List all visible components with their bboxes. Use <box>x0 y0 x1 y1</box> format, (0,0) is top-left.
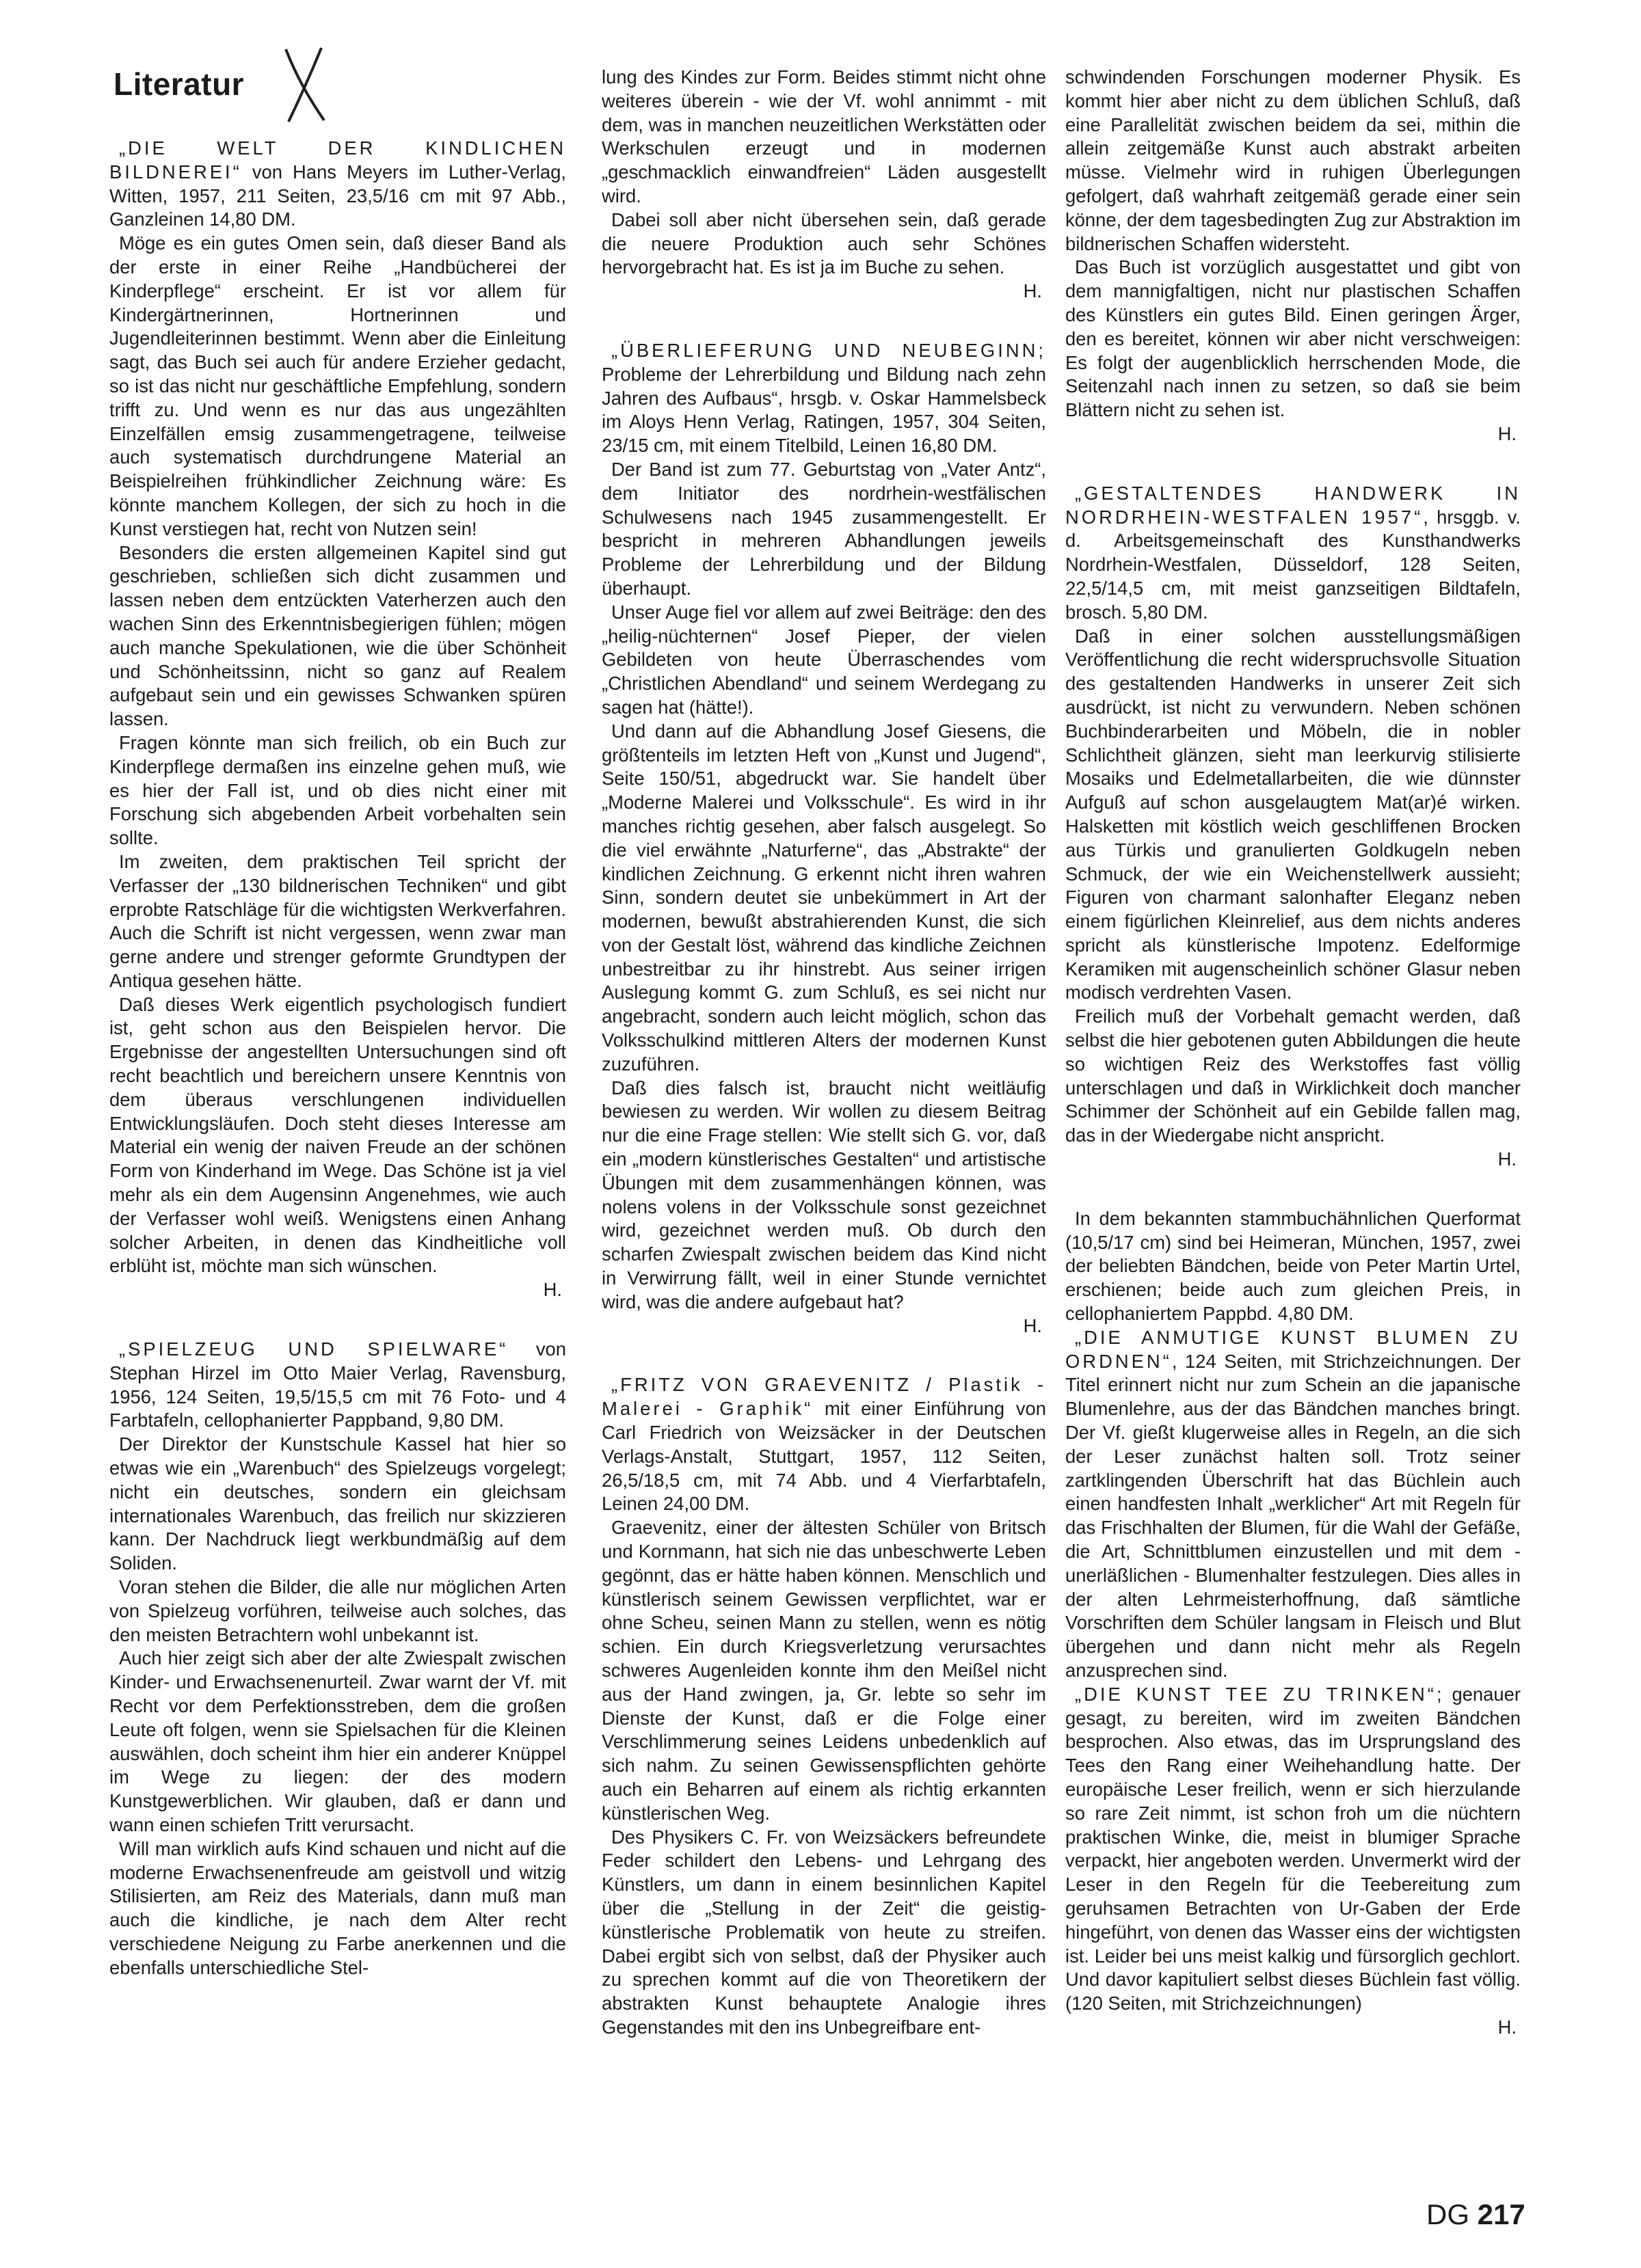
review-paragraph: Im zweiten, dem praktischen Teil spricht der Verfasser der „130 bildnerischen Techniken“ und gibt erprobte Ratschläge für die wichtigsten Werkverfahren. Auch die Schrift ist nicht vergessen, wenn zwar man gerne andere und strenger geformte Grundtypen der Antiqua gesehen hätte. <box>109 850 566 991</box>
column-1 <box>109 137 566 1980</box>
review-paragraph: In dem bekannten stammbuchähnlichen Querformat (10,5/17 cm) sind bei Heimeran, München, 1957, zwei der beliebten Bändchen, beide von Peter Martin Urtel, erschienen; beide auch zum gleichen Preis, in cellophaniertem Pappbd. 4,80 DM. <box>1065 1207 1521 1325</box>
review-bibliography: Probleme der Lehrerbildung und Bildung nach zehn Jahren des Aufbaus“, hrsgb. v. Oskar Hammelsbeck im Aloys Henn Verlag, Ratingen, 1957, 304 Seiten, 23/15 cm, mit einem Titelbild, Leinen 16,80 DM. <box>602 363 1046 457</box>
review-heading <box>1065 1683 1521 2016</box>
review-spielzeug-und-spielware <box>109 1338 566 1980</box>
review-bibliography: von Stephan Hirzel im Otto Maier Verlag, Ravensburg, 1956, 124 Seiten, 19,5/15,5 cm mit 76 Foto- und 4 Farbtafeln, cellophanierter Pappband, 9,80 DM. <box>109 1338 566 1431</box>
review-paragraph: Des Physikers C. Fr. von Weizsäckers befreundete Feder schildert den Lebens- und Lehrgang des Künstlers, um dann in einem besinnlichen Kapitel über die „Stellung in der Zeit“ die geistig-künstlerische Problematik von heute zu streifen. Dabei ergibt sich von selbst, daß der Physiker auch zu sprechen kommt auf die von Theoretikern der abstrakten Kunst behauptete Analogie ihres Gegenstandes mit den ins Unbegreifbare ent- <box>602 1826 1046 2038</box>
review-paragraph: Der Direktor der Kunstschule Kassel hat hier so etwas wie ein „Warenbuch“ des Spielzeugs vorgelegt; nicht ein deutsches, sondern ein gleichsam internationales Warenbuch, das freilich nur skizzieren kann. Der Nachdruck liegt werkbundmäßig auf dem Soliden. <box>109 1433 566 1574</box>
review-bibliography: von Hans Meyers im Luther-Verlag, Witten, 1957, 211 Seiten, 23,5/16 cm mit 97 Abb., Ganzleinen 14,80 DM. <box>109 161 566 230</box>
review-signature: H. <box>1023 1314 1042 1336</box>
review-continuation-graevenitz <box>1065 66 1521 446</box>
review-continuation-spielzeug <box>602 66 1046 303</box>
review-signature: H. <box>1497 422 1517 444</box>
review-paragraph: Dabei soll aber nicht übersehen sein, daß gerade die neuere Produktion auch sehr Schönes hervorgebracht hat. Es ist ja im Buche zu sehen. <box>602 208 1046 278</box>
journal-abbrev: DG <box>1426 2198 1469 2230</box>
review-paragraph: Daß dieses Werk eigentlich psychologisch fundiert ist, geht schon aus den Beispielen hervor. Die Ergebnisse der angestellten Untersuchungen sind oft recht beachtlich und bereichern unsere Kenntnis von dem überaus verschlungenen individuellen Entwicklungsläufen. Doch steht dieses Interesse am Material ein wenig der naiven Freude an der schönen Form von Kinderhand im Wege. Das Schöne ist ja viel mehr als ein dem Augensinn Angenehmes, wie auch der Verfasser wohl weiß. Wenigstens einen Anhang solcher Arbeiten, in denen das Kindheitliche voll erblüht ist, möchte man sich wünschen. <box>109 993 566 1277</box>
review-signature: H. <box>1497 1148 1517 1170</box>
review-bibliography: , 124 Seiten, mit Strichzeichnungen. Der Titel erinnert nicht nur zum Schein an die japanische Blumenlehre, aus der das Bändchen manches bringt. Der Vf. gießt klugerweise alles in Regeln, an die sich der Leser zunächst halten soll. Trotz seiner zartklingenden Überschrift hat das Büchlein auch einen handfesten Inhalt „werklicher“ Art mit Regeln für das Frischhalten der Blumen, für die Wahl der Gefäße, die Art, Schnittblumen einzustellen und mit dem - unerläßlichen - Blumenhalter festzulegen. Dies alles in der alten Lehrmeisterhoffnung, daß sämtliche Vorschriften dem Schüler langsam in Fleisch und Blut übergehen und dann nicht mehr als Regeln anzusprechen sind. <box>1065 1350 1521 1681</box>
handwritten-x-mark <box>279 44 334 126</box>
review-gestaltendes-handwerk <box>1065 482 1521 1172</box>
review-bibliography: ; genauer gesagt, zu bereiten, wird im zweiten Bändchen besprochen. Also etwas, das im Ursprungsland des Tees den Rang einer Weihehandlung hatte. Der europäische Leser freilich, wenn er sich hierzulande so rare Zeit nimmt, ist schon froh um die nüchtern praktischen Winke, die, meist in blumiger Sprache verpackt, hier angeboten werden. Unvermerkt wird der Leser in den Regeln für die Teebereitung zum geruhsamen Betrachten von Ur-Gaben der Erde hingeführt, von denen das Wasser eins der wichtigsten ist. Leider bei uns meist kalkig und fürsorglich gechlort. Und davor kapituliert selbst dieses Büchlein fast völlig. (120 Seiten, mit Strichzeichnungen) <box>1065 1683 1521 2014</box>
review-paragraph: lung des Kindes zur Form. Beides stimmt nicht ohne weiteres überein - wie der Vf. wohl annimmt - mit dem, was in manchen neuzeitlichen Werkstätten oder Werkschulen erzeugt und in modernen „geschmacklich einwandfreien“ Läden ausgestellt wird. <box>602 66 1046 206</box>
column-2 <box>602 66 1046 2040</box>
review-ueberlieferung-und-neubeginn <box>602 339 1046 1338</box>
review-title: „FRITZ VON GRAEVENITZ / Plastik - Malerei - Graphik“ <box>602 1374 1046 1420</box>
review-title: „DIE ANMUTIGE KUNST BLUMEN ZU ORDNEN“ <box>1065 1326 1521 1372</box>
page-footer <box>1426 2198 1525 2231</box>
column-3 <box>1065 66 1521 2040</box>
review-heading <box>1065 482 1521 625</box>
review-paragraph: schwindenden Forschungen moderner Physik. Es kommt hier aber nicht zu dem üblichen Schluß, daß eine Parallelität zwischen beidem da sei, mithin die allein zeitgemäße Kunst auch abstrakt arbeiten müsse. Vielmehr wird in ruhigen Überlegungen gefolgert, daß wahrhaft zeitgemäß gerade einer sein könne, der dem tagesbedingten Zug zur Abstraktion im bildnerischen Schaffen widersteht. <box>1065 66 1521 254</box>
review-paragraph: Graevenitz, einer der ältesten Schüler von Britsch und Kornmann, hat sich nie das unbeschwerte Leben gegönnt, das er hätte haben können. Menschlich und künstlerisch seinem Gewissen verpflichtet, war er ohne Scheu, seinen Mann zu stellen, wenn es nötig schien. Ein durch Kriegsverletzung verursachtes schweres Augenleiden konnte ihm den Meißel nicht aus der Hand zwingen, ja, Gr. lebte so sehr im Dienste der Kunst, daß er die Folge einer Verschlimmerung seines Leidens unbedenklich auf sich nahm. Zu seinen Gewissenspflichten gehörte auch ein Beharren auf einem als richtig erkannten künstlerischen Weg. <box>602 1517 1046 1824</box>
review-paragraph: Unser Auge fiel vor allem auf zwei Beiträge: den des „heilig-nüchternen“ Josef Pieper, der vielen Gebildeten von heute Überraschendes vom „Christlichen Abendland“ und seinem Werdegang zu sagen hat (hätte!). <box>602 601 1046 718</box>
review-paragraph: Voran stehen die Bilder, die alle nur möglichen Arten von Spielzeug vorführen, teilweise auch solches, das den meisten Betrachtern wohl unbekannt ist. <box>109 1576 566 1645</box>
review-paragraph: Freilich muß der Vorbehalt gemacht werden, daß selbst die hier gebotenen guten Abbildungen die heute so wichtigen Reiz des Werkstoffes fast völlig unterschlagen und daß in Wirklichkeit doch mancher Schimmer der Schönheit auf ein Gebilde fallen mag, das in der Wiedergabe nicht anspricht. <box>1065 1005 1521 1146</box>
review-paragraph: Der Band ist zum 77. Geburtstag von „Vater Antz“, dem Initiator des nordrhein-westfälischen Schulwesens nach 1945 zusammengestellt. Er bespricht in mehreren Abhandlungen jeweils Probleme der Lehrerbildung und der Bildung überhaupt. <box>602 458 1046 599</box>
review-paragraph: Möge es ein gutes Omen sein, daß dieser Band als der erste in einer Reihe „Handbücherei der Kinderpflege“ erscheint. Er ist vor allem für Kindergärtnerinnen, Hortnerinnen und Jugendleiterinnen bestimmt. Wenn aber die Einleitung sagt, das Buch sei auch für andere Erzieher gedacht, so ist das nicht nur geschäftliche Empfehlung, sondern trifft zu. Und wenn es nur das aus ungezählten Einzelfällen emsig zusammengetragene, teilweise auch systematisch durchdrungene Material an Beispielreihen frühkindlicher Zeichnung wäre: Es könnte manchem Kollegen, der sich zu hoch in die Kunst verstiegen hat, recht von Nutzen sein! <box>109 232 566 539</box>
review-fritz-von-graevenitz <box>602 1373 1046 2039</box>
review-paragraph: Daß dies falsch ist, braucht nicht weitläufig bewiesen zu werden. Wir wollen zu diesem Beitrag nur die eine Frage stellen: Wie stellt sich G. vor, daß ein „modern künstlerisches Gestalten“ und artistische Übungen mit dem zusammenhängen können, was nolens volens in der Volksschule sonst gezeichnet wird, gezeichnet werden muß. Ob durch den scharfen Zwiespalt zwischen beidem das Kind nicht in Verwirrung fällt, weil in einer Stunde vernichtet wird, was die andere aufgebaut hat? <box>602 1077 1046 1312</box>
review-paragraph: Daß in einer solchen ausstellungsmäßigen Veröffentlichung die recht widerspruchsvolle Situation des gestaltenden Handwerks in unserer Zeit sich ausdrückt, ist nicht zu verwundern. Neben schönen Buchbinderarbeiten und Möbeln, die in nobler Schlichtheit glänzen, sieht man leerkurvig stilisierte Mosaiks und Edelmetallarbeiten, die wie dünnster Aufguß auf schon ausgelaugtem Mat(ar)é wirken. Halsketten mit köstlich weich geschliffenen Brocken aus Türkis und granulierten Goldkugeln neben Schmuck, der wie ein Weichenstellwerk aussieht; Figuren von charmant salonhafter Eleganz neben einem figürlichen Kleinrelief, aus dem nichts anderes spricht als künstlerische Impotenz. Edelformige Keramiken mit augenscheinlich schöner Glasur neben modisch verdrehten Vasen. <box>1065 625 1521 1003</box>
review-paragraph: Und dann auf die Abhandlung Josef Giesens, die größtenteils im letzten Heft von „Kunst und Jugend“, Seite 150/51, abgedruckt war. Sie handelt über „Moderne Malerei und Volksschule“. Es wird in ihr manches richtig gesehen, aber falsch ausgelegt. So die viel erwähnte „Naturferne“, das „Abstrakte“ der kindlichen Zeichnung. G erkennt nicht ihren wahren Sinn, sondern deutet sie unbekümmert in Art der modernen, bewußt abstrahierenden Kunst, die sich von der Gestalt löst, während das kindliche Zeichnen unbestreitbar zu ihr hinstrebt. Aus seiner irrigen Auslegung kommt G. zum Schluß, es sei nicht nur angebracht, sondern auch leicht möglich, schon das Volksschulkind mittleren Alters der modernen Kunst zuzuführen. <box>602 720 1046 1075</box>
page-number: 217 <box>1477 2198 1525 2230</box>
review-bibliography: mit einer Einführung von Carl Friedrich von Weizsäcker in der Deutschen Verlags-Anstalt, Stuttgart, 1957, 112 Seiten, 26,5/18,5 cm, mit 74 Abb. und 4 Vierfarbtafeln, Leinen 24,00 DM. <box>602 1398 1046 1515</box>
review-paragraph: Besonders die ersten allgemeinen Kapitel sind gut geschrieben, schließen sich dicht zusammen und lassen neben dem entzückten Vaterherzen auch den wachen Sinn des Erkenntnisbegierigen fühlen; mögen auch manche Spekulationen, wie die über Schönheit und Schönheitssinn, nicht so ganz auf Realem aufgebaut sein und ein gewisses Schwanken spüren lassen. <box>109 541 566 730</box>
review-paragraph: Das Buch ist vorzüglich ausgestattet und gibt von dem mannigfaltigen, nicht nur plastischen Schaffen des Künstlers ein gutes Bild. Einen geringen Ärger, den es bereitet, können wir aber nicht verschweigen: Es folgt der augenblicklich herrschenden Mode, die Seitenzahl nach innen zu setzen, so daß sie beim Blättern nicht zu sehen ist. <box>1065 256 1521 421</box>
review-heading <box>602 1373 1046 1516</box>
review-paragraph: Auch hier zeigt sich aber der alte Zwiespalt zwischen Kinder- und Erwachsenenurteil. Zwar warnt der Vf. mit Recht vor dem Perfektionsstreben, dem die großen Leute oft folgen, wenn sie Spielsachen für die Kleinen auswählen, doch scheint ihm hier ein anderer Knüppel im Wege zu liegen: der des modern Kunstgewerblichen. Wir glauben, daß er dann und wann einen schiefen Tritt verursacht. <box>109 1647 566 1835</box>
review-bibliography: , hrsggb. v. d. Arbeitsgemeinschaft des Kunsthandwerks Nordrhein-Westfalen, Düsseldorf, 128 Seiten, 22,5/14,5 cm, mit meist ganzseitigen Bildtafeln, brosch. 5,80 DM. <box>1065 506 1521 623</box>
section-title: Literatur <box>114 66 245 102</box>
review-title: „SPIELZEUG UND SPIELWARE“ <box>119 1338 509 1360</box>
review-heimeran-baendchen <box>1065 1207 1521 2040</box>
review-heading <box>109 1338 566 1433</box>
review-title: „DIE KUNST TEE ZU TRINKEN“ <box>1075 1683 1437 1705</box>
review-paragraph: Will man wirklich aufs Kind schauen und nicht auf die moderne Erwachsenenfreude am geistvoll und witzig Stilisierten, am Reiz des Materials, dann muß man auch die kindliche, je nach dem Alter recht verschiedene Neigung zu Farbe anerkennen und die ebenfalls unterschiedliche Stel- <box>109 1837 566 1978</box>
review-signature: H. <box>1023 280 1042 302</box>
review-signature: H. <box>1497 2016 1517 2038</box>
review-paragraph: Fragen könnte man sich freilich, ob ein Buch zur Kinderpflege dermaßen ins einzelne gehen muß, wie es hier der Fall ist, und ob dies nicht einer mit Forschung sich abgebenden Arbeit vorbehalten sein sollte. <box>109 731 566 849</box>
review-title: „GESTALTENDES HANDWERK IN NORDRHEIN-WESTFALEN 1957“ <box>1065 482 1521 528</box>
review-heading <box>1065 1326 1521 1683</box>
review-heading <box>109 137 566 232</box>
review-heading <box>602 339 1046 458</box>
review-title: „ÜBERLIEFERUNG UND NEUBEGINN; <box>611 339 1046 361</box>
review-welt-der-kindlichen-bildnerei <box>109 137 566 1302</box>
review-title: „DIE WELT DER KINDLICHEN BILDNEREI“ <box>109 137 566 183</box>
review-signature: H. <box>543 1279 562 1301</box>
